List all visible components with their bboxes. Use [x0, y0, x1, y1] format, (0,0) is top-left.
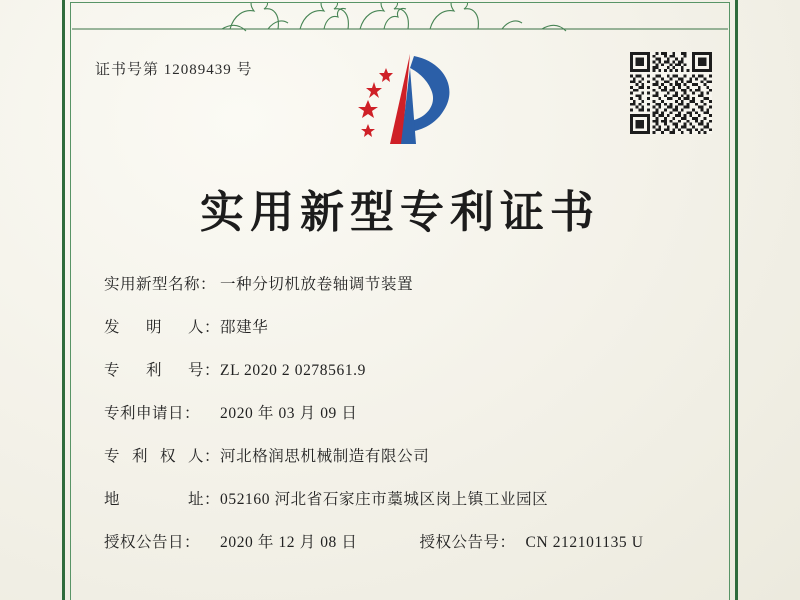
- field-label-char: 地: [104, 491, 121, 508]
- field-value: ZL 2020 2 0278561.9: [220, 362, 367, 379]
- field-application-date: [104, 401, 696, 423]
- field-address: [104, 487, 696, 509]
- field-label-char: 专: [104, 362, 121, 379]
- field-patentee: [104, 444, 696, 466]
- field-label: [104, 487, 220, 509]
- field-label-grant-date: 授权公告日：: [104, 534, 201, 551]
- field-value: 邵建华: [220, 319, 269, 336]
- field-label-char: 专: [104, 448, 121, 465]
- field-label: [104, 315, 220, 337]
- field-label-char: 人：: [187, 319, 220, 336]
- field-label: 实用新型名称：: [104, 276, 217, 293]
- field-label-announcement-number: 授权公告号：: [419, 534, 516, 551]
- field-label-char: 址：: [187, 491, 220, 508]
- field-label: [104, 444, 220, 466]
- field-value-announcement-number: CN 212101135 U: [525, 534, 644, 551]
- field-inventor: [104, 315, 696, 337]
- field-value: 河北格润思机械制造有限公司: [220, 448, 430, 465]
- field-label-char: 权: [159, 448, 176, 465]
- field-label-char: 利: [131, 448, 148, 465]
- field-label-char: 号：: [187, 362, 220, 379]
- certificate-fields: [104, 272, 696, 573]
- ornamental-band: [72, 3, 728, 33]
- field-grant-announcement: [104, 530, 696, 552]
- qr-code: [630, 52, 712, 134]
- page-title: 实用新型专利证书: [200, 188, 600, 237]
- field-label-char: 明: [145, 319, 162, 336]
- certificate-number: 证书号第 12089439 号: [95, 62, 253, 78]
- field-label-char: 人：: [187, 448, 220, 465]
- field-value-grant-date: 2020 年 12 月 08 日: [220, 534, 358, 551]
- field-value: 一种分切机放卷轴调节装置: [220, 276, 414, 293]
- field-patent-number: [104, 358, 696, 380]
- field-label: [104, 358, 220, 380]
- field-label-char: 利: [145, 362, 162, 379]
- field-value: 2020 年 03 月 09 日: [220, 405, 358, 422]
- field-label-char: 发: [104, 319, 121, 336]
- field-label: 专利申请日：: [104, 405, 201, 422]
- cnipa-logo: [352, 48, 472, 158]
- field-value: 052160 河北省石家庄市藁城区岗上镇工业园区: [220, 491, 549, 508]
- field-utility-model-name: [104, 272, 696, 294]
